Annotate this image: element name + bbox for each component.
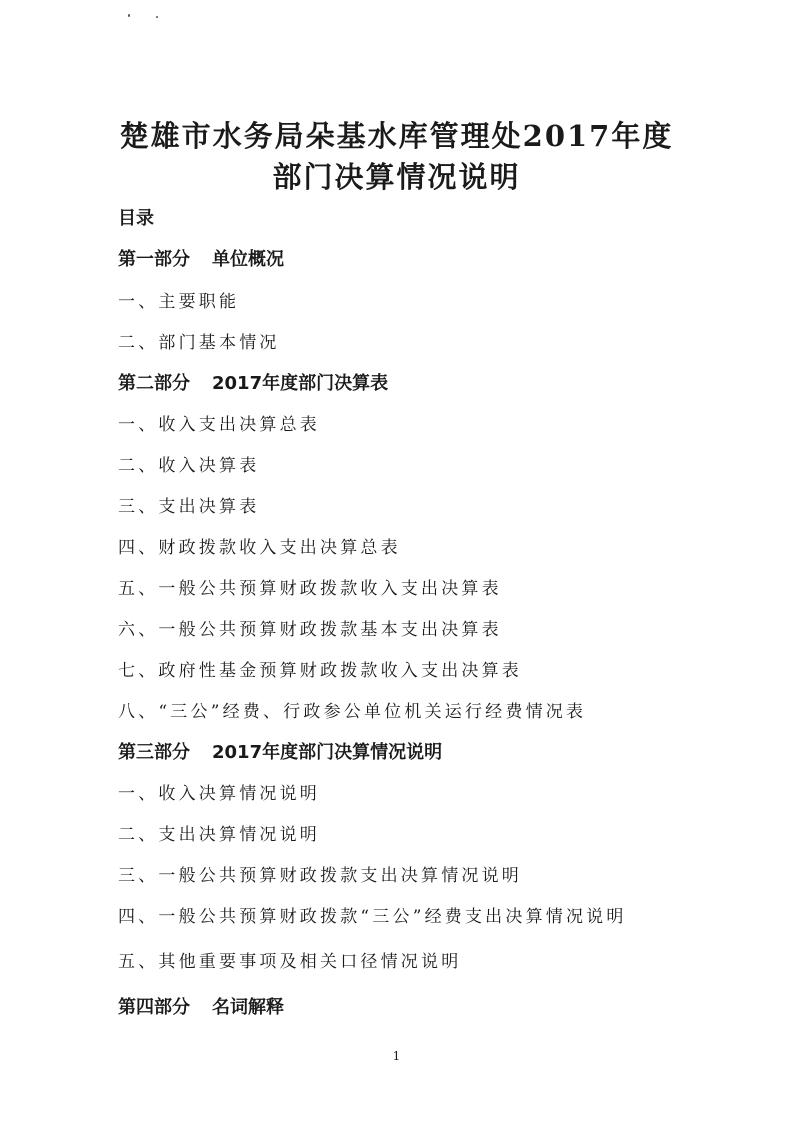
section-title: 2017年度部门决算情况说明 — [212, 742, 443, 763]
toc-item: 五、其他重要事项及相关口径情况说明 — [118, 952, 462, 972]
section-part-label: 第三部分 — [118, 742, 190, 763]
toc-item: 二、收入决算表 — [118, 456, 260, 476]
scan-speck — [156, 16, 158, 18]
toc-item: 二、部门基本情况 — [118, 333, 280, 353]
toc-item: 一、收入支出决算总表 — [118, 415, 320, 435]
document-title-line-2: 部门决算情况说明 — [272, 160, 521, 194]
toc-item: 六、一般公共预算财政拨款基本支出决算表 — [118, 620, 502, 640]
section-heading — [118, 993, 284, 1019]
scan-speck — [128, 14, 130, 17]
section-title: 2017年度部门决算表 — [212, 373, 389, 394]
section-heading — [118, 245, 284, 271]
section-heading — [118, 738, 442, 764]
section-title: 名词解释 — [212, 997, 284, 1018]
section-heading — [118, 369, 388, 395]
section-part-label: 第二部分 — [118, 373, 190, 394]
toc-item: 八、“三公”经费、行政参公单位机关运行经费情况表 — [118, 702, 587, 722]
section-title: 单位概况 — [212, 249, 284, 270]
toc-item: 五、一般公共预算财政拨款收入支出决算表 — [118, 579, 502, 599]
toc-item: 三、支出决算表 — [118, 497, 260, 517]
section-part-label: 第一部分 — [118, 249, 190, 270]
page-number: 1 — [392, 1049, 401, 1063]
toc-label: 目录 — [118, 208, 154, 229]
toc-item: 四、财政拨款收入支出决算总表 — [118, 538, 401, 558]
toc-item: 七、政府性基金预算财政拨款收入支出决算表 — [118, 661, 522, 681]
toc-item: 三、一般公共预算财政拨款支出决算情况说明 — [118, 866, 522, 886]
toc-item: 一、主要职能 — [118, 292, 240, 312]
toc-item: 一、收入决算情况说明 — [118, 784, 320, 804]
toc-item: 四、一般公共预算财政拨款“三公”经费支出决算情况说明 — [118, 907, 627, 927]
document-title-line-1: 楚雄市水务局朵基水库管理处2017年度 — [119, 119, 674, 153]
toc-item: 二、支出决算情况说明 — [118, 825, 320, 845]
section-part-label: 第四部分 — [118, 997, 190, 1018]
